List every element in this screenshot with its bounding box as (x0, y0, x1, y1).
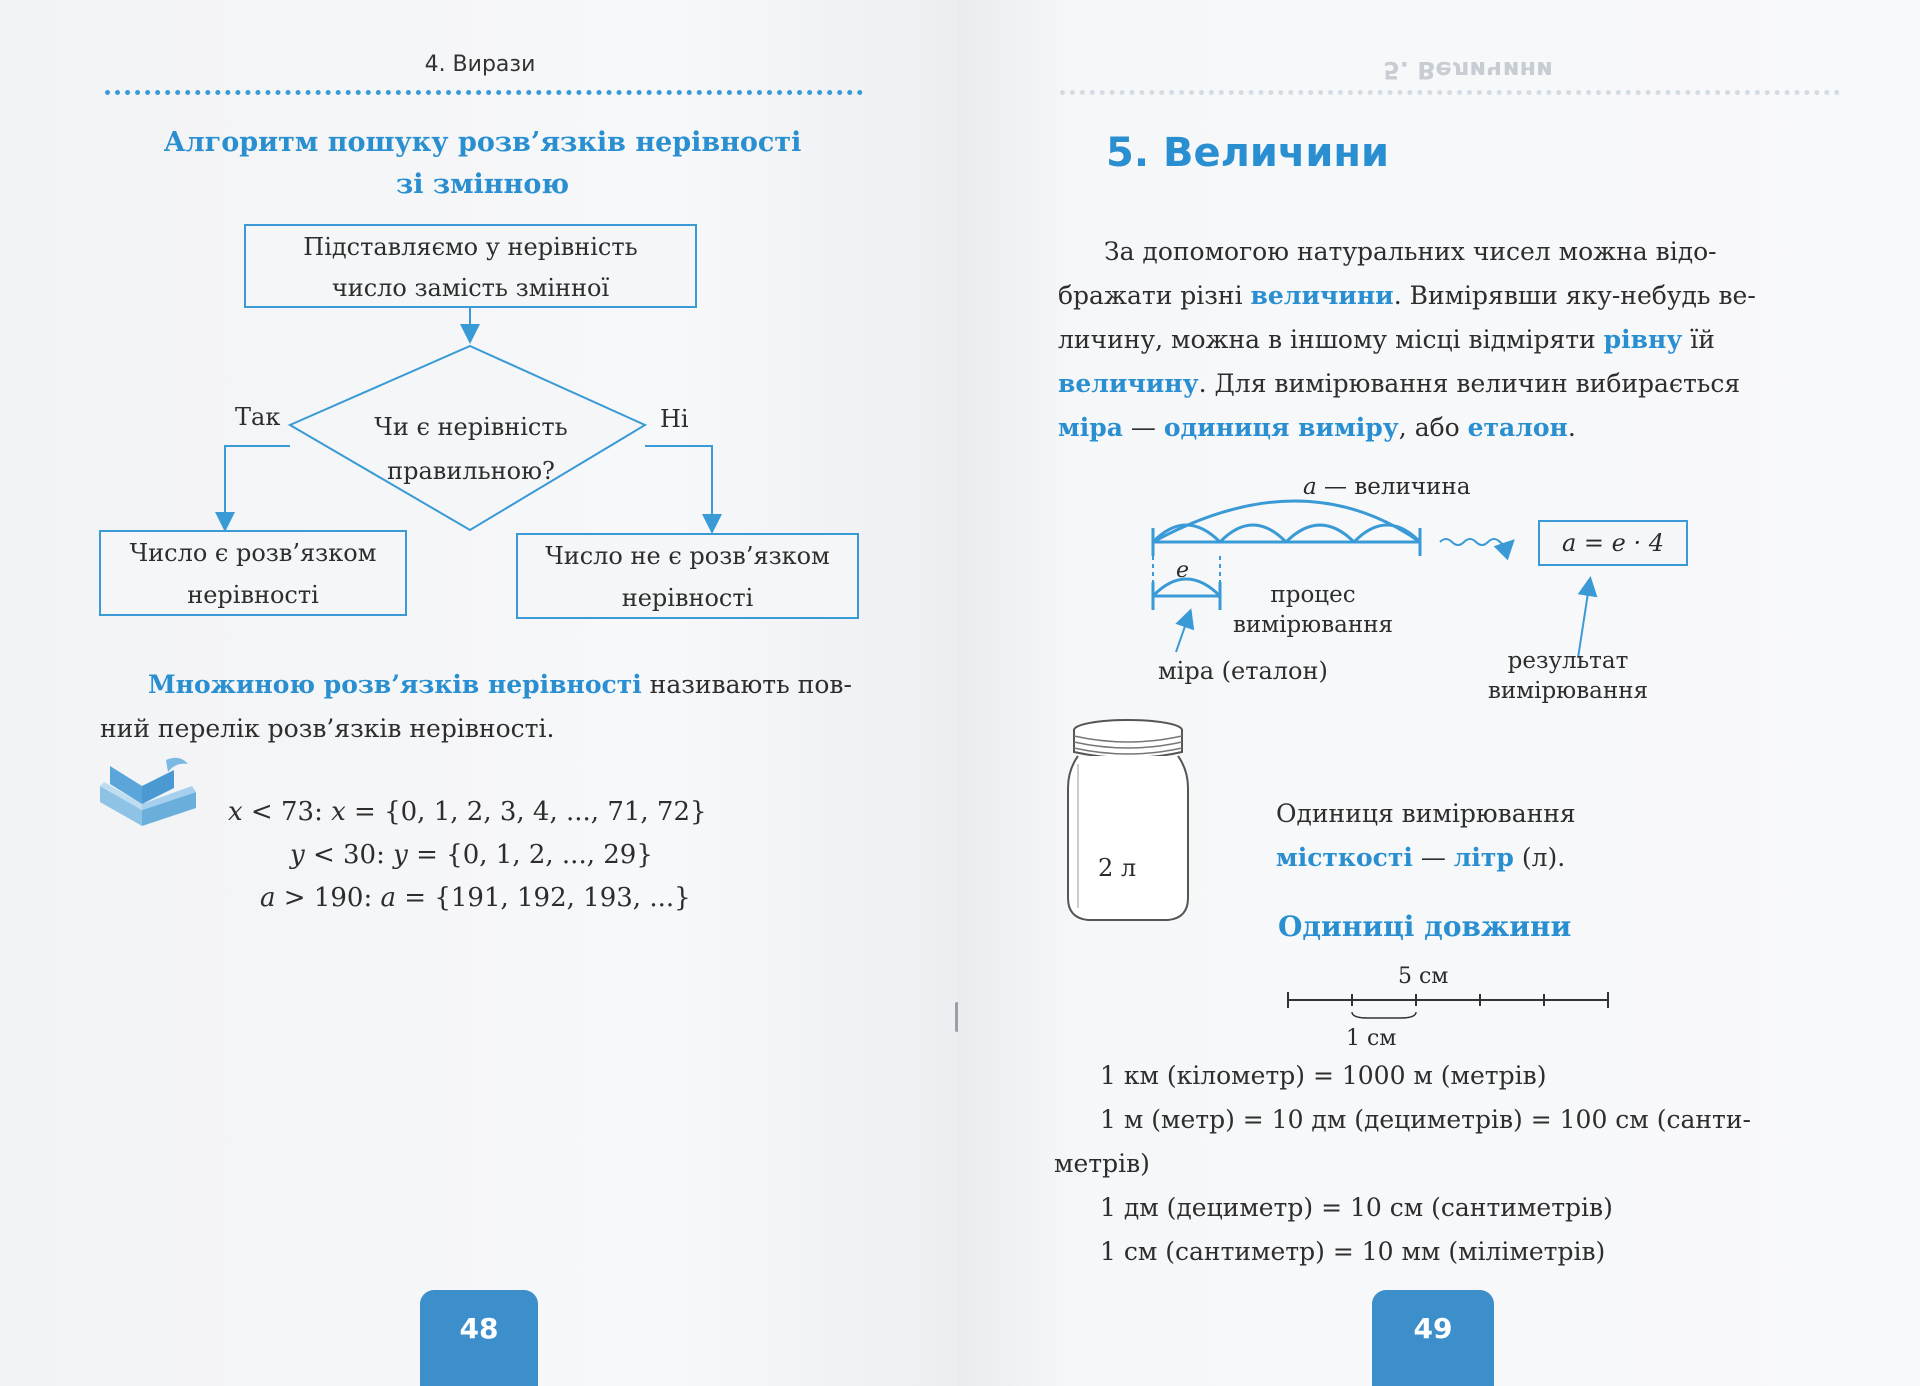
header-ghost: 5. Величини (1383, 56, 1553, 84)
length-heading: Одиниці довжини (1278, 910, 1572, 943)
example-3-cond: > 190: (275, 883, 381, 913)
diagram-a-text: — величина (1316, 474, 1471, 500)
algorithm-title-line2: зі змінною (395, 169, 570, 200)
example-2-set: = {0, 1, 2, ..., 29} (407, 840, 653, 870)
result-label (1452, 646, 1684, 706)
ruler (1278, 988, 1618, 1028)
flowchart-no-result-box (516, 533, 859, 619)
intro-line3: личину, можна в іншому місці відміряти рівну їй (1058, 325, 1715, 354)
intro-line2: бражати різні величини. Вимірявши яку-небудь ве- (1058, 281, 1756, 310)
header-ghost-divider (1060, 90, 1840, 95)
result-line2: вимірювання (1487, 678, 1649, 704)
capacity-term: місткості (1276, 843, 1413, 872)
diagram-a-label (1303, 474, 1470, 500)
example-2 (290, 840, 653, 870)
yes-result-line1: Число є розв’язком (129, 539, 377, 567)
intro-line1: За допомогою натуральних чисел можна відо- (1104, 237, 1717, 266)
capacity-line1: Одиниця вимірювання (1276, 799, 1576, 828)
page-number-tab (1372, 1290, 1494, 1386)
yes-label: Так (235, 403, 281, 431)
diagram-a-var: a (1303, 474, 1317, 500)
process-line1: процес (1270, 582, 1356, 608)
diagram-e-label: e (1176, 558, 1190, 583)
ruler-1cm-label: 1 см (1346, 1026, 1397, 1051)
example-3-set: = {191, 192, 193, ...} (396, 883, 691, 913)
example-1-var: x (228, 797, 243, 827)
term-measure: міра (1058, 413, 1123, 442)
unit-km: 1 км (кілометр) = 1000 м (метрів) (1100, 1061, 1547, 1090)
example-1-cond: < 73: (242, 797, 332, 827)
flowchart-start-line1: Підставляємо у нерівність (303, 233, 638, 261)
flowchart-yes-result-box (99, 530, 407, 616)
algorithm-title-line1: Алгоритм пошуку розв’язків нерівності (163, 127, 802, 158)
capacity-unit: літр (1453, 843, 1514, 872)
page-header: 4. Вирази (424, 52, 536, 77)
example-2-var: y (290, 840, 305, 870)
no-label: Ні (660, 405, 689, 433)
book-icon (96, 756, 202, 828)
flowchart-decision (356, 405, 586, 493)
measure-label: міра (еталон) (1158, 657, 1328, 685)
definition-term: Множиною розв’язків нерівності (148, 670, 642, 699)
term-unit: одиниця виміру (1163, 413, 1399, 442)
flowchart-start-line2: число замість змінної (331, 274, 610, 302)
flowchart-decision-line1: Чи є нерівність (374, 413, 568, 441)
no-result-line1: Число не є розв’язком (545, 542, 830, 570)
example-3-var: a (260, 883, 276, 913)
definition-rest: називають пов- (641, 670, 852, 699)
right-page (958, 0, 1920, 1386)
measurement-diagram (958, 470, 1920, 720)
flowchart-start-box (244, 224, 697, 308)
intro-line4: величину. Для вимірювання величин вибирається (1058, 369, 1741, 398)
example-1-set: = {0, 1, 2, 3, 4, ..., 71, 72} (345, 797, 707, 827)
example-1-var2: x (331, 797, 346, 827)
term-equal: рівну (1603, 325, 1683, 354)
left-page (0, 0, 958, 1386)
term-quantity: величину (1058, 369, 1199, 398)
page-number: 49 (1413, 1312, 1453, 1345)
unit-m-cont: метрів) (1054, 1149, 1150, 1178)
definition-line2: ний перелік розв’язків нерівності. (100, 714, 555, 743)
term-quantities: величини (1250, 281, 1394, 310)
ruler-5cm-label: 5 см (1398, 964, 1449, 989)
intro-line5: міра — одиниця виміру, або еталон. (1058, 413, 1576, 442)
term-standard: еталон (1467, 413, 1568, 442)
jar-label: 2 л (1098, 854, 1137, 882)
page-number-tab (420, 1290, 538, 1386)
capacity-line2: місткості — літр (л). (1276, 843, 1566, 872)
example-3-var2: a (380, 883, 396, 913)
definition-paragraph (148, 663, 868, 707)
jar-icon (1058, 718, 1198, 928)
example-3 (260, 883, 691, 913)
section-title: 5. Величини (1106, 130, 1390, 176)
page-number: 48 (459, 1312, 499, 1345)
example-2-var2: y (393, 840, 408, 870)
unit-cm: 1 см (сантиметр) = 10 мм (міліметрів) (1100, 1237, 1606, 1266)
formula-box: a = e · 4 (1538, 520, 1688, 566)
result-line1: результат (1507, 648, 1629, 674)
unit-dm: 1 дм (дециметр) = 10 см (сантиметрів) (1100, 1193, 1613, 1222)
no-result-line2: нерівності (621, 584, 754, 612)
process-line2: вимірювання (1232, 612, 1394, 638)
example-2-cond: < 30: (304, 840, 394, 870)
yes-result-line2: нерівності (187, 581, 319, 609)
unit-m: 1 м (метр) = 10 дм (дециметрів) = 100 см (санти- (1100, 1105, 1751, 1134)
example-1 (228, 797, 707, 827)
flowchart-decision-line2: правильною? (387, 457, 555, 485)
process-label (1228, 580, 1398, 640)
